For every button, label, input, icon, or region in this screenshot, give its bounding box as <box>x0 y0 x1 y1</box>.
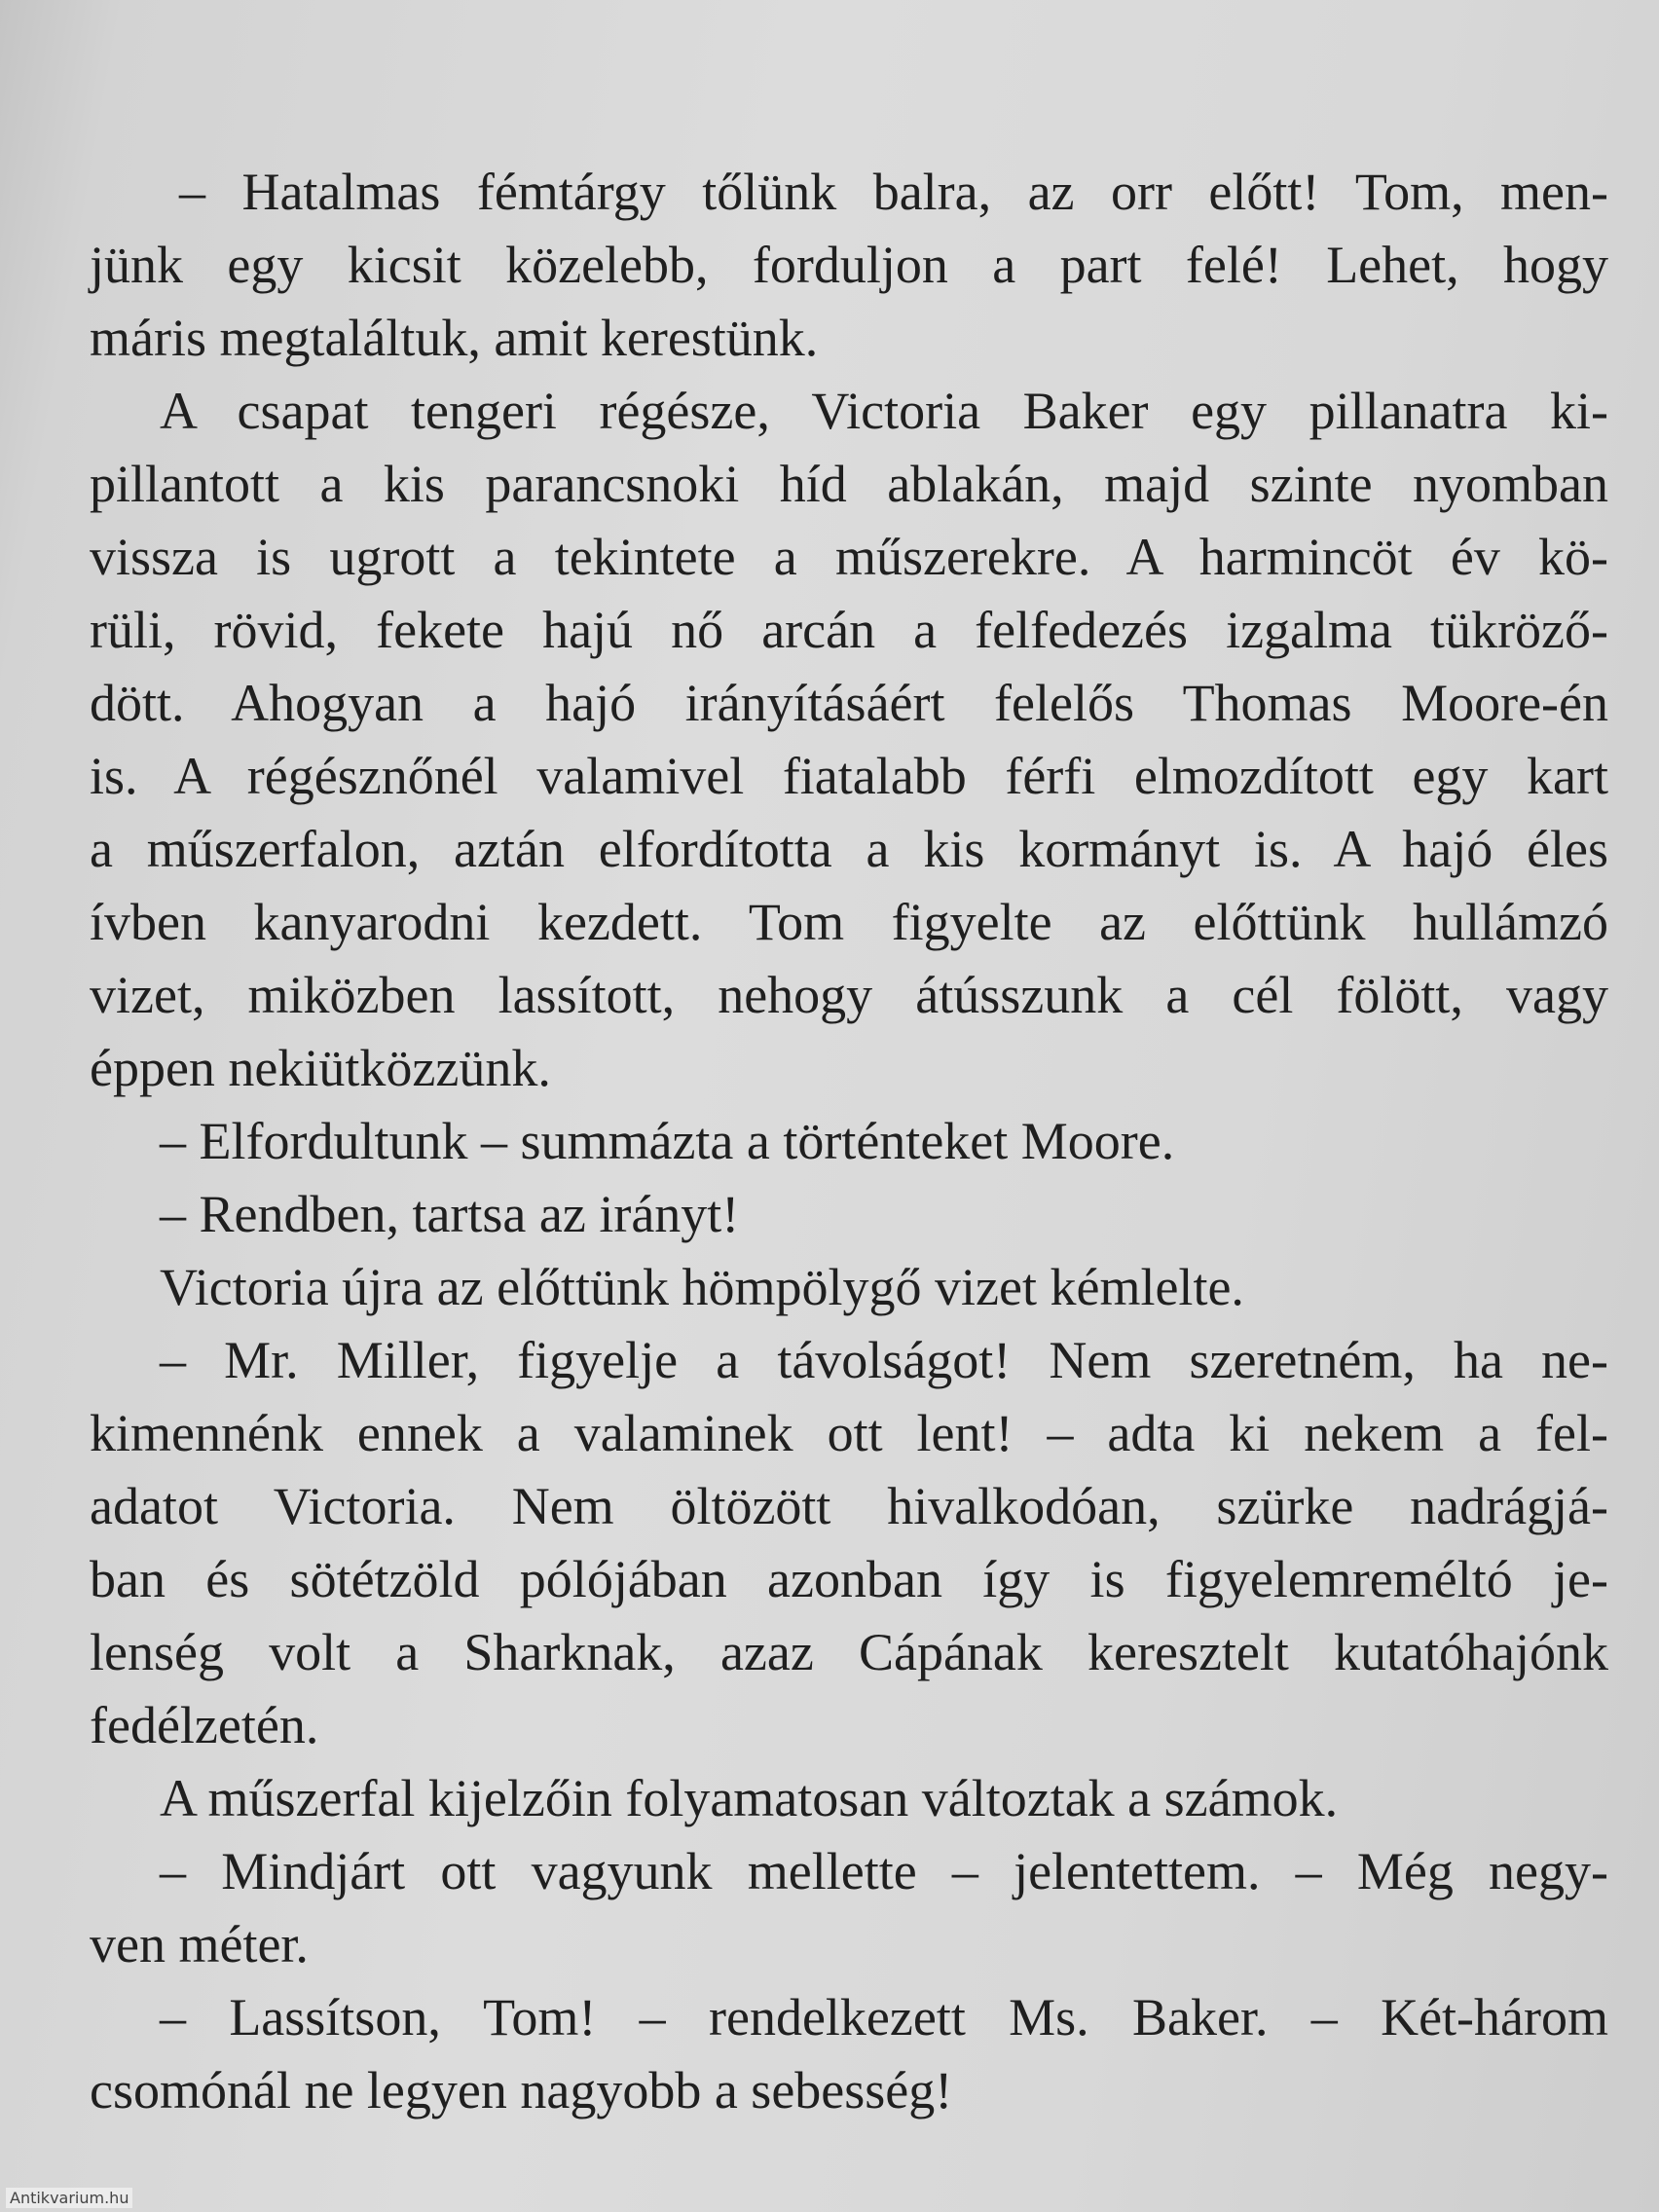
text-line: ívben kanyarodni kezdett. Tom figyelte az előttünk hullámzó <box>90 893 1608 951</box>
text-line: – Elfordultunk – summázta a történteket Moore. <box>160 1112 1175 1170</box>
text-line: ban és sötétzöld pólójában azonban így is figyelemreméltó je- <box>90 1550 1608 1608</box>
text-line: – Rendben, tartsa az irányt! <box>160 1185 740 1243</box>
body-text <box>90 156 1608 2127</box>
text-line: pillantott a kis parancsnoki híd ablakán, majd szinte nyomban <box>90 455 1608 513</box>
text-line: csomónál ne legyen nagyobb a sebesség! <box>90 2061 953 2120</box>
text-line: a műszerfalon, aztán elfordította a kis kormányt is. A hajó éles <box>90 820 1608 878</box>
text-line: máris megtaláltuk, amit kerestünk. <box>90 309 819 367</box>
text-line: rüli, rövid, fekete hajú nő arcán a felfedezés izgalma tükröző- <box>90 601 1608 659</box>
text-line: dött. Ahogyan a hajó irányításáért felelős Thomas Moore-én <box>90 674 1608 732</box>
text-line: is. A régésznőnél valamivel fiatalabb férfi elmozdított egy kart <box>90 747 1608 805</box>
text-line: éppen nekiütközzünk. <box>90 1039 551 1097</box>
text-line: jünk egy kicsit közelebb, forduljon a part felé! Lehet, hogy <box>90 236 1608 294</box>
text-line: adatot Victoria. Nem öltözött hivalkodóan, szürke nadrágjá- <box>90 1477 1608 1535</box>
text-line: kimennénk ennek a valaminek ott lent! – adta ki nekem a fel- <box>90 1404 1608 1462</box>
text-line: vizet, miközben lassított, nehogy átússzunk a cél fölött, vagy <box>90 966 1608 1024</box>
text-line: – Mindjárt ott vagyunk mellette – jelentettem. – Még negy- <box>160 1842 1608 1900</box>
text-line: fedélzetén. <box>90 1696 319 1754</box>
text-line: lenség volt a Sharknak, azaz Cápának keresztelt kutatóhajónk <box>90 1623 1608 1681</box>
text-line: ven méter. <box>90 1915 309 1973</box>
text-line: – Mr. Miller, figyelje a távolságot! Nem szeretném, ha ne- <box>160 1331 1608 1389</box>
watermark: Antikvarium.hu <box>6 2188 132 2208</box>
text-line: – Lassítson, Tom! – rendelkezett Ms. Baker. – Két-három <box>160 1988 1608 2046</box>
text-line: – Hatalmas fémtárgy tőlünk balra, az orr előtt! Tom, men- <box>179 163 1608 221</box>
text-line: Victoria újra az előttünk hömpölygő vizet kémlelte. <box>160 1258 1244 1316</box>
text-line: A csapat tengeri régésze, Victoria Baker egy pillanatra ki- <box>160 382 1608 440</box>
text-line: A műszerfal kijelzőin folyamatosan változtak a számok. <box>160 1769 1339 1827</box>
text-line: vissza is ugrott a tekintete a műszerekre. A harmincöt év kö- <box>90 528 1608 586</box>
